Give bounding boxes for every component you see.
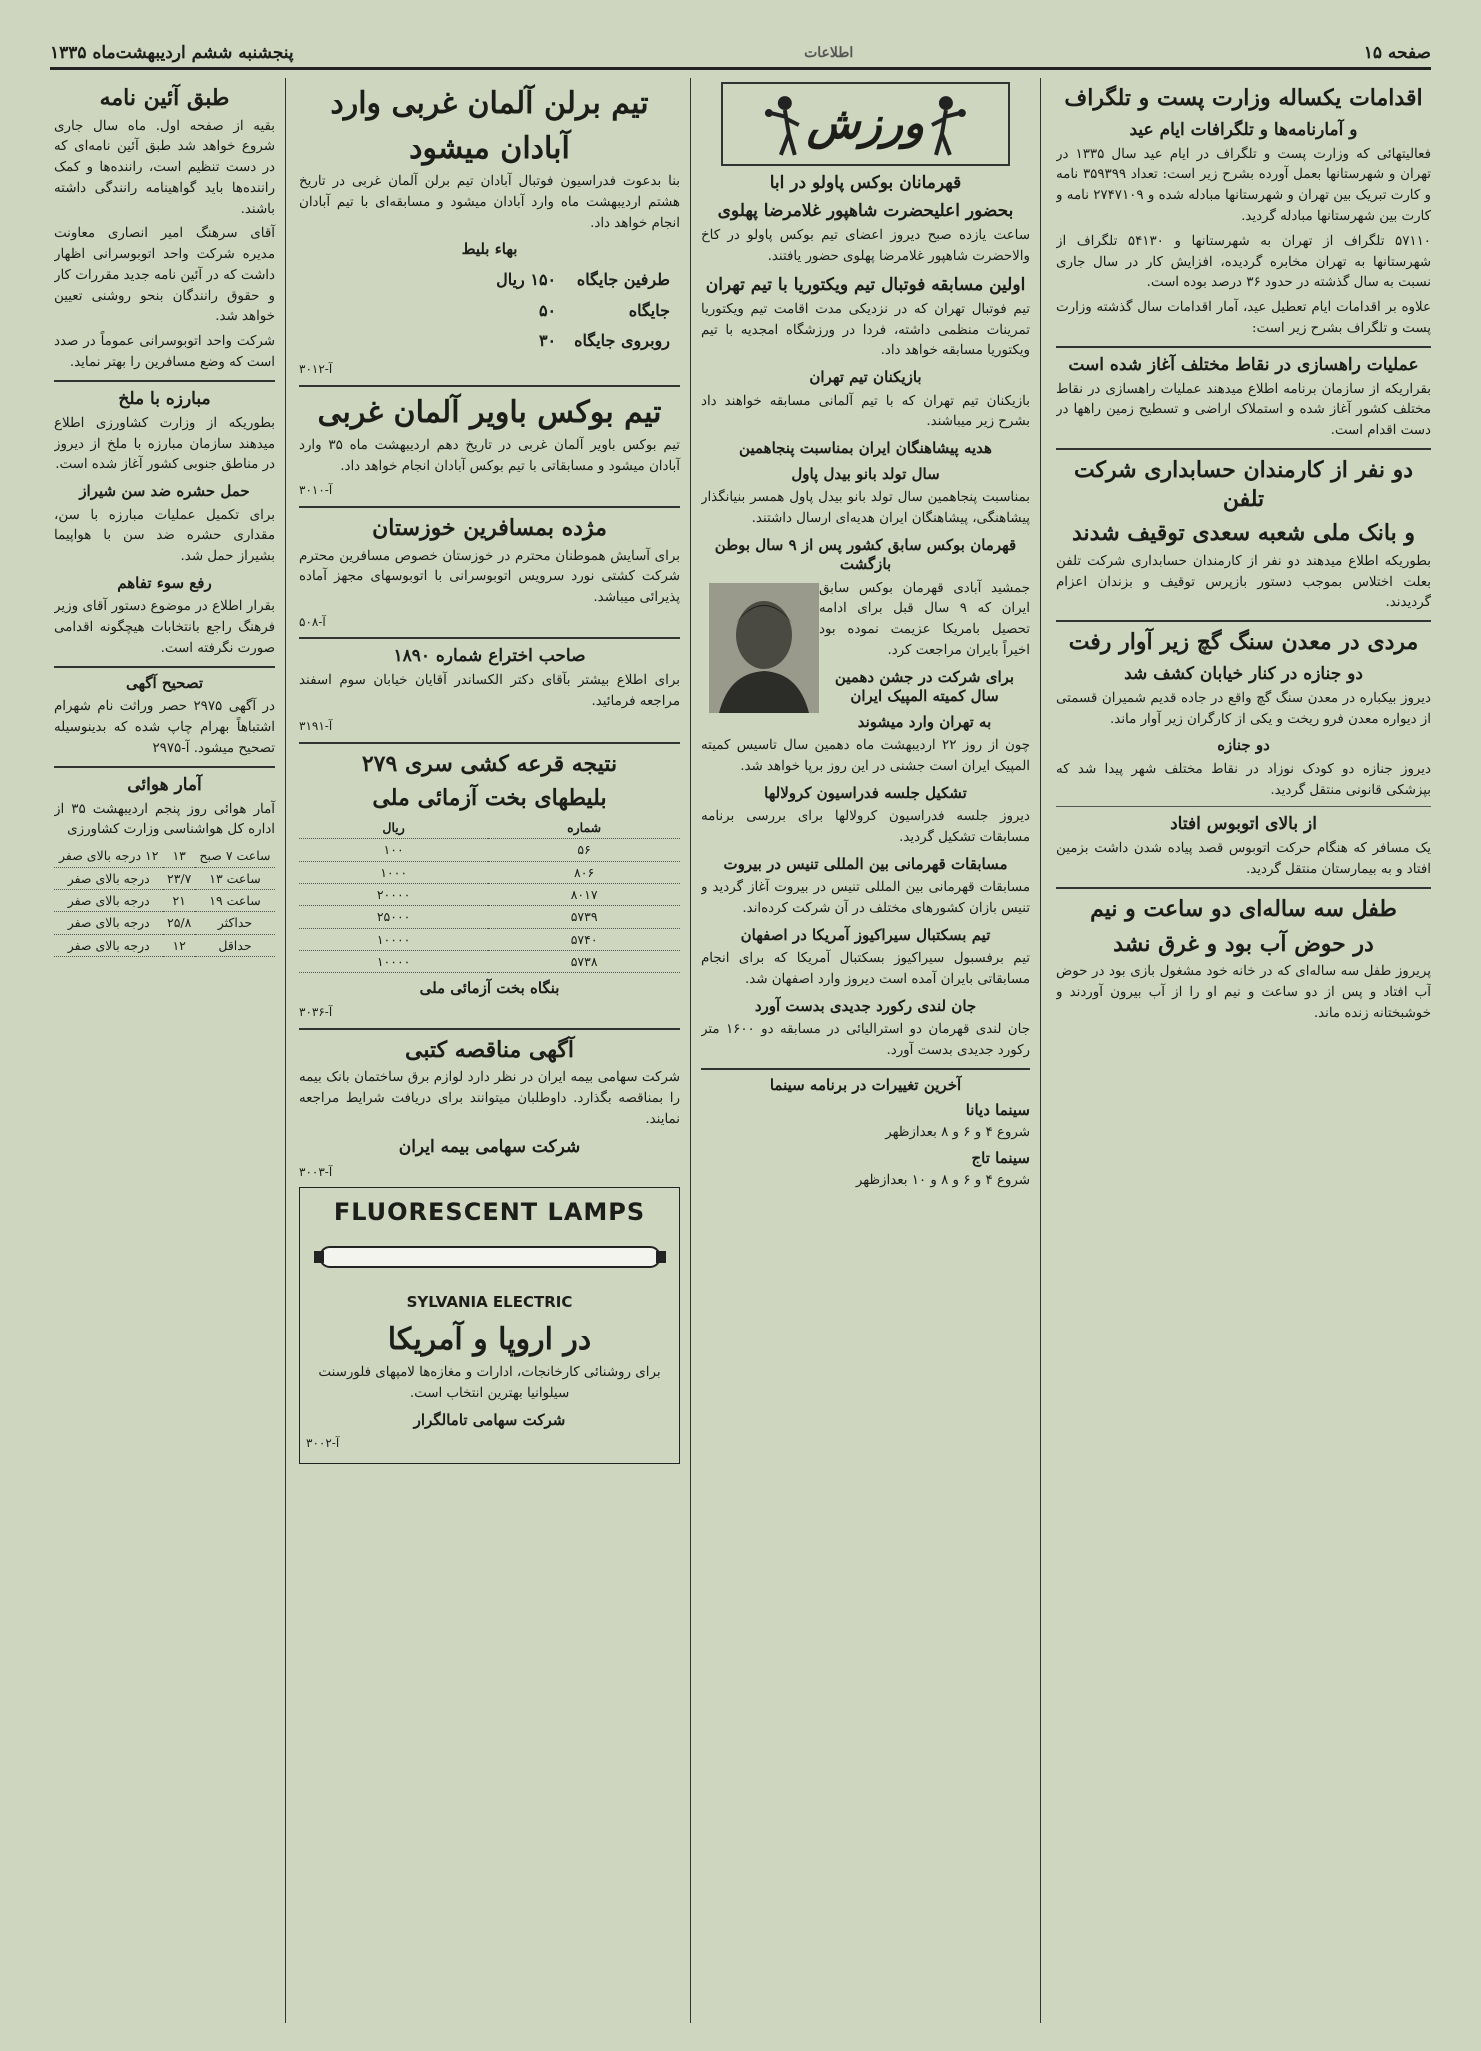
prize: ۱۰۰	[299, 839, 488, 861]
subheadline: آبادان میشود	[409, 131, 570, 166]
table-row	[299, 817, 680, 839]
headline: تیم بوکس باویر آلمان غربی	[317, 394, 662, 430]
paragraph: جان لندی قهرمان دو استرالیائی در مسابقه دو ۱۶۰۰ متر رکورد جدیدی بدست آورد.	[701, 1022, 1030, 1059]
time: حداقل	[195, 934, 275, 956]
table-row	[488, 297, 678, 326]
headline: اقدامات یکساله وزارت پست و تلگراف	[1064, 85, 1423, 111]
table-row	[488, 327, 678, 356]
seat-price: ۱۵۰ ریال	[496, 269, 557, 289]
paragraph: در آگهی ۲۹۷۵ حصر وراثت نام شهرام اشتباهاً بهرام چاپ شده که بدینوسیله تصحیح میشود. آ-۲۹۷۵	[54, 699, 275, 756]
boxer-photo	[709, 583, 819, 713]
seat-price: ۵۰	[538, 300, 557, 320]
ad-reference: آ-۳۰۳۶	[299, 1004, 333, 1019]
paragraph: چون از روز ۲۲ اردیبهشت ماه دهمین سال تاسیس کمیته المپیک ایران است جشنی در این روز برپا خواهد شد.	[701, 738, 1030, 774]
paragraph: بمناسبت پنجاهمین سال تولد بانو بیدل پاول همسر بنیانگذار پیشاهنگی، پیشاهنگان ایران هدیه‌ای ارسال داشتند.	[701, 490, 1030, 526]
paragraph: فعالیتهائی که وزارت پست و تلگراف در ایام عید سال ۱۳۳۵ در تهران و شهرستانها بعمل آورده بشرح زیر است: تعداد ۳۵۹۳۹۹ نامه و کارت تبریک بین تهران و شهرستانها مبادله شده و ۲۷۴۷۱۰۹ نامه و کارت بین شهرستانها مبادله گردید.	[1056, 146, 1431, 224]
headline: مبارزه با ملخ	[118, 388, 211, 409]
paragraph: بطوریکه از وزارت کشاورزی اطلاع میدهند سازمان مبارزه با ملخ از دیروز در مناطق جنوبی کشور آغاز شده است.	[54, 415, 275, 473]
paragraph: تیم فوتبال تهران که در نزدیکی مدت اقامت تیم ویکتوریا تمرینات منظمی داشته، فردا در ورزشگاه امجدیه با تیم ویکتوریا مسابقه خواهد داد.	[701, 301, 1030, 359]
organization: بنگاه بخت آزمائی ملی	[419, 979, 560, 998]
issue-date: پنجشنبه ششم اردیبهشت‌ماه ۱۳۳۵	[50, 42, 294, 63]
divider	[299, 506, 680, 508]
ad-reference: آ-۳۰۱۲	[299, 362, 333, 377]
table-row	[299, 861, 680, 883]
ticket-number: ۵۷۳۹	[488, 906, 680, 928]
organization: شرکت سهامی تامالگرار	[413, 1410, 566, 1429]
headline: طبق آئین نامه	[99, 85, 230, 111]
fluorescent-tube-icon	[310, 1237, 670, 1277]
headline: مسابقات قهرمانی بین المللی تنیس در بیروت	[723, 854, 1008, 873]
divider	[54, 766, 275, 768]
seat-type: جایگاه	[628, 300, 670, 320]
headline: قهرمانان بوکس پاولو در ابا	[769, 173, 962, 193]
table-row	[299, 883, 680, 905]
paragraph: علاوه بر اقدامات ایام تعطیل عید، آمار اقدامات سال گذشته وزارت پست و تلگراف بشرح زیر است:	[1056, 300, 1431, 336]
headline: آمار هوائی	[127, 774, 202, 795]
divider	[54, 666, 275, 668]
temperature: ۱۲	[163, 934, 195, 956]
time: ساعت ۱۳	[195, 867, 275, 889]
column-header: شماره	[488, 817, 680, 839]
ticket-number: ۵۷۴۰	[488, 928, 680, 950]
lottery-table	[299, 817, 680, 974]
organization: شرکت سهامی بیمه ایران	[398, 1137, 581, 1158]
paragraph: دیروز جنازه دو کودک نوزاد در نقاط مختلف شهر پیدا شد که بپزشکی قانونی منتقل گردید.	[1056, 761, 1431, 798]
temperature: ۲۳/۷	[163, 867, 195, 889]
headline: عملیات راهسازی در نقاط مختلف آغاز شده است	[1068, 354, 1419, 375]
ticket-number: ۵۷۳۸	[488, 951, 680, 973]
headline: تیم برلن آلمان غربی وارد	[330, 86, 649, 121]
paragraph: برای تکمیل عملیات مبارزه با سن، مقداری حشره ضد سن با هواپیما بشیراز حمل شد.	[54, 507, 275, 565]
time: ساعت ۱۹	[195, 889, 275, 911]
paragraph: بنا بدعوت فدراسیون فوتبال آبادان تیم برلن آلمان غربی در تاریخ هشتم اردیبهشت ماه وارد آبادان میشود و مسابقه‌ای با تیم آبادان انجام خواهد داد.	[299, 174, 680, 231]
subheadline: بلیطهای بخت آزمائی ملی	[372, 785, 607, 812]
time: حداکثر	[195, 912, 275, 934]
sports-logo	[721, 82, 1010, 166]
paragraph: تیم برفسبول سیراکیوز بسکتبال آمریکا که برای انجام مسابقاتی بایران آمده است دیروز وارد اصفهان شد.	[701, 951, 1030, 988]
cinema-headline: آخرین تغییرات در برنامه سینما	[769, 1075, 962, 1094]
prize: ۱۰۰۰	[299, 861, 488, 883]
ad-reference: آ-۵۰۸	[299, 614, 326, 629]
paragraph: بقیه از صفحه اول. ماه سال جاری شروع خواهد شد طبق آئین نامه‌ای که در دست تنظیم است، راننده‌ها و کمک راننده‌ها باید گواهینامه رانندگی داشته باشند.	[54, 118, 275, 217]
paragraph: برای روشنائی کارخانجات، ادارات و مغازه‌ها لامپهای فلورسنت سیلوانیا بهترین انتخاب است.	[318, 1365, 661, 1402]
ad-reference: آ-۳۱۹۱	[299, 719, 333, 734]
subheadline: دو جنازه در کنار خیابان کشف شد	[1124, 663, 1363, 684]
paragraph: پریروز طفل سه ساله‌ای که در خانه خود مشغول بازی بود در حوض آب افتاد و پس از دو ساعت و نیم او را از آب بیرون آوردند و خوشبختانه زنده ماند.	[1056, 964, 1431, 1021]
headline: مژده بمسافرین خوزستان	[372, 514, 607, 541]
paragraph: یک مسافر که هنگام حرکت اتوبوس قصد پیاده شدن داشت بزمین افتاد و به بیمارستان منتقل گردید.	[1056, 841, 1431, 878]
divider	[54, 380, 275, 382]
headline: تشکیل جلسه فدراسیون کرولالها	[764, 783, 967, 802]
paragraph: برای اطلاع بیشتر بآقای دکتر الکساندر آقایان خیابان سوم اسفند مراجعه فرمائید.	[299, 673, 680, 710]
headline: در اروپا و آمریکا	[387, 1322, 592, 1358]
divider	[1056, 448, 1431, 450]
table-row	[488, 266, 678, 295]
temperature: ۲۱	[163, 889, 195, 911]
prize: ۲۰۰۰۰	[299, 883, 488, 905]
headline: هدیه پیشاهنگان ایران بمناسبت پنجاهمین	[739, 439, 992, 458]
paragraph: تیم بوکس باویر آلمان غربی در تاریخ دهم اردیبهشت ماه ۳۵ وارد آبادان میشود و مسابقاتی با تیم بوکس آبادان انجام خواهد داد.	[299, 437, 681, 474]
table-row	[299, 951, 680, 973]
paragraph: بطوریکه اطلاع میدهند دو نفر از کارمندان حسابداری شرکت تلفن بعلت اختلاس بموجب دستور بازپرس توقیف و بزندان اعزام گردیدند.	[1056, 553, 1431, 611]
table-row	[54, 867, 275, 889]
divider	[299, 637, 680, 639]
subheadline: و بانک ملی شعبه سعدی توقیف شدند	[1072, 520, 1415, 547]
divider	[299, 742, 680, 744]
table-row	[54, 934, 275, 956]
table-row	[299, 928, 680, 950]
paragraph: برای آسایش هموطنان محترم در خوزستان خصوص مسافرین محترم شرکت کشتی نورد سرویس اتوبوسرانی با اتوبوسهای مجهز آماده پذیرائی میباشد.	[299, 548, 680, 606]
divider	[1056, 346, 1431, 348]
column-header: ریال	[299, 817, 488, 839]
ad-title: FLUORESCENT LAMPS	[333, 1198, 646, 1227]
divider	[1056, 620, 1431, 622]
subheadline: در حوض آب بود و غرق نشد	[1113, 930, 1374, 957]
paragraph: آمار هوائی روز پنجم اردیبهشت ۳۵ از اداره کل هواشناسی وزارت کشاورزی	[54, 801, 276, 838]
cinema-name: سینما دیانا	[965, 1101, 1030, 1120]
table-row	[54, 845, 275, 867]
subheadline: بازیکنان تیم تهران	[809, 368, 922, 387]
ad-reference: آ-۳۰۰۳	[299, 1164, 333, 1179]
headline: تیم بسکتبال سیراکیوز آمریکا در اصفهان	[740, 925, 991, 944]
unit: درجه بالای صفر	[54, 867, 163, 889]
brand-name: SYLVANIA ELECTRIC	[406, 1293, 573, 1312]
cinema-times: شروع ۴ و ۶ و ۸ بعدازظهر	[885, 1124, 1030, 1140]
divider	[1056, 887, 1431, 889]
paragraph: جمشید آبادی قهرمان بوکس سابق ایران که ۹ سال قبل برای ادامه تحصیل بامریکا عزیمت نموده بود اخیراً بایران مراجعت کرد.	[819, 580, 1030, 658]
temperature: ۱۳	[163, 845, 195, 867]
prize: ۲۵۰۰۰	[299, 906, 488, 928]
column-ads	[299, 78, 691, 2023]
ticket-number: ۸۰۱۷	[488, 883, 680, 905]
subheadline: به تهران وارد میشوند	[857, 712, 992, 731]
headline: اولین مسابقه فوتبال تیم ویکتوریا با تیم تهران	[705, 274, 1026, 295]
headline: نتیجه قرعه کشی سری ۲۷۹	[361, 750, 618, 777]
paragraph: بازیکنان تیم تهران که با تیم آلمانی مسابقه خواهند داد بشرح زیر میباشند.	[701, 393, 1030, 430]
column-news	[1056, 78, 1431, 2023]
paragraph: بقرار اطلاع در موضوع دستور آقای وزیر فرهنگ راجع بانتخابات هیچگونه اقدامی صورت نگرفته است.	[54, 599, 275, 656]
headline: تصحیح آگهی	[125, 673, 204, 692]
ticket-number: ۸۰۶	[488, 861, 680, 883]
table-row	[54, 889, 275, 911]
paragraph: ساعت یازده صبح دیروز اعضای تیم بوکس پاولو در کاخ والاحضرت شاهپور غلامرضا پهلوی حضور یافتند.	[701, 228, 1030, 264]
paragraph: دیروز بیکباره در معدن سنگ گچ واقع در جاده قدیم شمیران قسمتی از دیواره معدن فرو ریخت و یکی از کارگران زیر آوار ماند.	[1056, 690, 1431, 727]
paragraph: ۵۷۱۱۰ تلگراف از تهران به شهرستانها و ۵۴۱۳۰ تلگراف از شهرستانها به تهران مخابره گردیده، افزایش کار در سال جاری نسبت به سال گذشته در حدود ۳۶ درصد بوده است.	[1056, 233, 1431, 291]
headline: قهرمان بوکس سابق کشور پس از ۹ سال بوطن بازگشت	[714, 535, 1017, 574]
column-notices	[54, 78, 286, 2023]
page-header	[50, 38, 1431, 70]
headline: صاحب اختراع شماره ۱۸۹۰	[393, 646, 586, 667]
cinema-times: شروع ۴ و ۶ و ۸ و ۱۰ بعدازظهر	[855, 1172, 1030, 1188]
section-title: ورزش	[806, 97, 925, 149]
paper-name: اطلاعات	[804, 44, 854, 61]
price-heading: بهاء بلیط	[461, 240, 518, 259]
prize: ۱۰۰۰۰	[299, 951, 488, 973]
page-number: صفحه ۱۵	[1363, 42, 1431, 63]
subheadline: بحضور اعلیحضرت شاهپور غلامرضا پهلوی	[717, 201, 1014, 222]
table-row	[54, 912, 275, 934]
headline: جان لندی رکورد جدیدی بدست آورد	[754, 996, 977, 1015]
weather-table	[54, 845, 275, 957]
boxers-icon	[924, 89, 994, 159]
paragraph: دیروز جلسه فدراسیون کرولالها برای بررسی برنامه مسابقات تشکیل گردید.	[701, 809, 1030, 846]
time: ساعت ۷ صبح	[195, 845, 275, 867]
headline: حمل حشره ضد سن شیراز	[79, 482, 250, 501]
paragraph: مسابقات قهرمانی بین المللی تنیس در بیروت آغاز گردید و تنیس بازان کشورهای مختلف در آن شرکت کرده‌اند.	[701, 880, 1030, 917]
cinema-name: سینما تاج	[971, 1149, 1030, 1168]
unit: درجه بالای صفر	[54, 889, 163, 911]
ticket-prices	[486, 264, 680, 358]
paragraph: بقراریکه از سازمان برنامه اطلاع میدهند عملیات راهسازی در نقاط مختلف کشور آغاز شده و استملاک اراضی و تسطیح زمین راهها در دست اقدام است.	[1056, 381, 1431, 439]
lamp-advertisement	[299, 1187, 680, 1464]
paragraph: شرکت سهامی بیمه ایران در نظر دارد لوازم برق ساختمان بانک بیمه را بمناقصه بگذارد. داوطلبان میتوانند برای دریافت شرایط مراجعه نمایند.	[299, 1070, 680, 1127]
subheadline: دو جنازه	[1217, 736, 1270, 755]
subheadline: و آمارنامه‌ها و تلگرافات ایام عید	[1129, 119, 1358, 140]
paragraph: شرکت واحد اتوبوسرانی عموماً در صدد است که وضع مسافرین را بهتر نماید.	[54, 334, 275, 371]
temperature: ۲۵/۸	[163, 912, 195, 934]
unit: درجه بالای صفر	[54, 912, 163, 934]
headline: مردی در معدن سنگ گچ زیر آوار رفت	[1068, 629, 1419, 656]
divider	[299, 1028, 680, 1030]
ad-reference: آ-۳۰۰۲	[306, 1436, 340, 1451]
seat-type: روبروی جایگاه	[574, 331, 670, 351]
table-row	[299, 906, 680, 928]
divider	[1056, 806, 1431, 807]
headline: از بالای اتوبوس افتاد	[1170, 814, 1317, 835]
headline: برای شرکت در جشن دهمین سال کمیته المپیک ایران	[834, 667, 1015, 706]
ticket-number: ۵۶	[488, 839, 680, 861]
table-row	[299, 839, 680, 861]
column-sports	[701, 78, 1041, 2023]
headline: طفل سه ساله‌ای دو ساعت و نیم	[1090, 895, 1397, 922]
seat-type: طرفین جایگاه	[576, 269, 670, 289]
ad-reference: آ-۳۰۱۰	[299, 483, 333, 498]
prize: ۱۰۰۰۰	[299, 928, 488, 950]
unit: درجه بالای صفر	[54, 934, 163, 956]
subheadline: سال تولد بانو بیدل پاول	[791, 464, 940, 483]
seat-price: ۳۰	[538, 331, 557, 351]
divider	[299, 385, 680, 387]
unit: ۱۲ درجه بالای صفر	[54, 845, 163, 867]
divider	[701, 1068, 1030, 1070]
headline: دو نفر از کارمندان حسابداری شرکت تلفن	[1073, 456, 1414, 512]
headline: آگهی مناقصه کتبی	[405, 1036, 574, 1063]
headline: رفع سوء تفاهم	[117, 573, 212, 592]
paragraph: آقای سرهنگ امیر انصاری معاونت مدیره شرکت واحد اتوبوسرانی اظهار داشت که در آئین نامه جدید مقررات کار و حقوق رانندگان بنحو روشنی تعیین خواهد شد.	[54, 226, 275, 325]
boxers-icon	[737, 89, 807, 159]
